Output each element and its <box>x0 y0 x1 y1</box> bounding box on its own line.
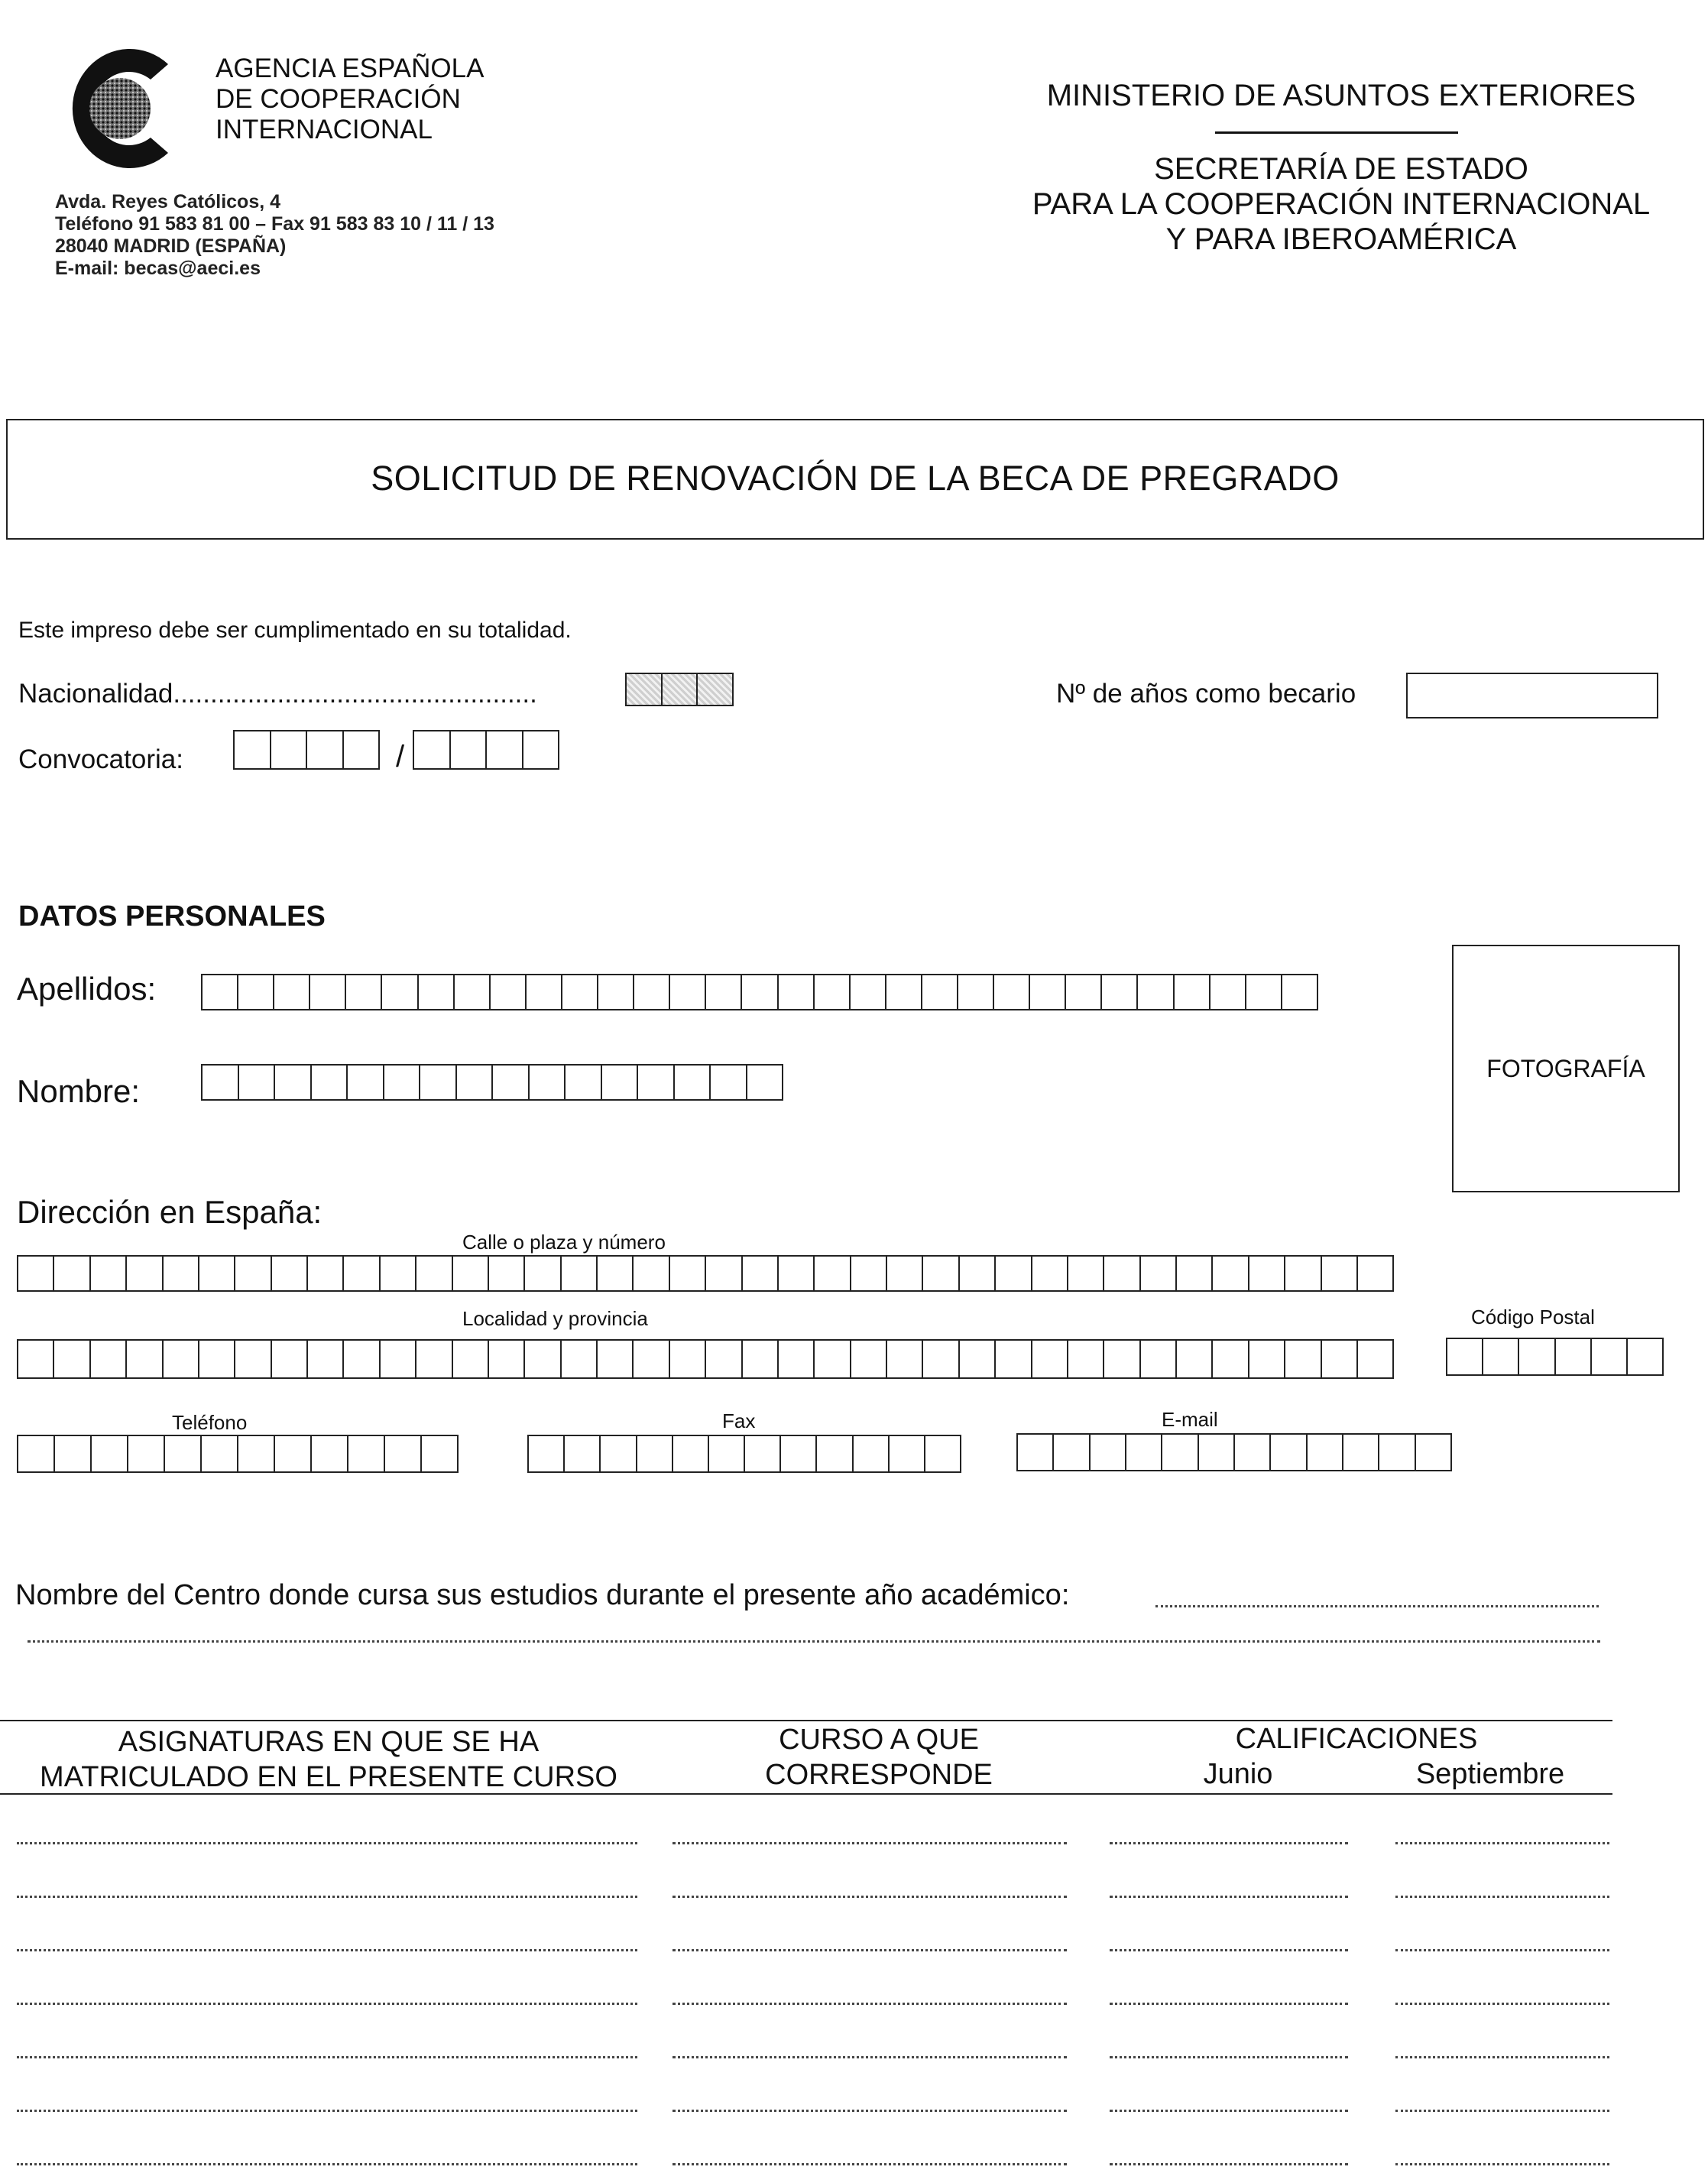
char-cell[interactable] <box>238 975 274 1009</box>
calle-boxes[interactable] <box>17 1255 1394 1292</box>
apellidos-boxes[interactable] <box>201 974 1318 1010</box>
char-cell[interactable] <box>348 1066 384 1099</box>
anos-becario-label: Nº de años como becario <box>1056 679 1356 709</box>
curso-line[interactable] <box>673 2110 1067 2112</box>
centro-label: Nombre del Centro donde cursa sus estudios durante el presente año académico: <box>15 1579 1070 1611</box>
char-cell[interactable] <box>203 975 238 1009</box>
char-cell[interactable] <box>1379 1435 1415 1470</box>
email-label: E-mail <box>1162 1408 1218 1431</box>
char-cell[interactable] <box>203 1066 239 1099</box>
char-cell[interactable] <box>1032 1341 1068 1377</box>
char-cell[interactable] <box>164 1341 199 1377</box>
char-cell[interactable] <box>1054 1435 1090 1470</box>
col-calificaciones-header: CALIFICACIONES <box>1235 1723 1478 1755</box>
convocatoria-label: Convocatoria: <box>18 744 183 774</box>
centro-dotted-line-2[interactable] <box>28 1640 1600 1643</box>
char-cell[interactable] <box>598 1257 634 1290</box>
char-cell[interactable] <box>1358 1341 1392 1377</box>
char-cell[interactable] <box>127 1341 163 1377</box>
char-cell[interactable] <box>272 1341 308 1377</box>
char-cell[interactable] <box>745 1436 781 1471</box>
char-cell[interactable] <box>530 1066 566 1099</box>
char-cell[interactable] <box>199 1341 235 1377</box>
char-cell[interactable] <box>344 1257 380 1290</box>
char-cell[interactable] <box>1104 1257 1140 1290</box>
char-cell[interactable] <box>1308 1435 1343 1470</box>
char-cell[interactable] <box>1213 1257 1249 1290</box>
char-cell[interactable] <box>453 1257 489 1290</box>
junio-line[interactable] <box>1110 1842 1348 1844</box>
char-cell[interactable] <box>673 1436 709 1471</box>
char-cell[interactable] <box>601 1436 637 1471</box>
char-cell[interactable] <box>1141 1341 1177 1377</box>
char-cell[interactable] <box>637 1436 673 1471</box>
junio-line[interactable] <box>1110 2163 1348 2165</box>
char-cell[interactable] <box>817 1436 853 1471</box>
char-cell[interactable] <box>272 1257 308 1290</box>
agency-line: AGENCIA ESPAÑOLA <box>216 54 485 83</box>
char-cell[interactable] <box>1235 1435 1271 1470</box>
char-cell[interactable] <box>1249 1257 1285 1290</box>
char-cell[interactable] <box>92 1436 128 1471</box>
septiembre-line[interactable] <box>1395 2003 1609 2005</box>
septiembre-line[interactable] <box>1395 2056 1609 2058</box>
char-cell[interactable] <box>996 1341 1032 1377</box>
col-asignaturas-line: ASIGNATURAS EN QUE SE HA <box>118 1726 540 1758</box>
char-cell[interactable] <box>742 975 778 1009</box>
char-cell[interactable] <box>420 1066 457 1099</box>
char-cell[interactable] <box>815 1341 851 1377</box>
char-cell[interactable] <box>779 1341 815 1377</box>
agency-name <box>216 54 484 145</box>
char-cell[interactable] <box>1018 1435 1054 1470</box>
anos-becario-input[interactable] <box>1406 673 1658 718</box>
char-cell[interactable] <box>1199 1435 1235 1470</box>
char-cell[interactable] <box>1213 1341 1249 1377</box>
char-cell[interactable] <box>598 975 634 1009</box>
char-cell[interactable] <box>1285 1341 1321 1377</box>
char-cell[interactable] <box>416 1341 452 1377</box>
localidad-boxes[interactable] <box>17 1339 1394 1379</box>
char-cell[interactable] <box>1447 1339 1483 1374</box>
char-cell[interactable] <box>1177 1257 1213 1290</box>
char-cell[interactable] <box>384 1066 421 1099</box>
char-cell[interactable] <box>202 1436 238 1471</box>
char-cell[interactable] <box>634 975 670 1009</box>
septiembre-line[interactable] <box>1395 1949 1609 1951</box>
char-cell[interactable] <box>815 1257 851 1290</box>
char-cell[interactable] <box>1271 1435 1307 1470</box>
agency-line: DE COOPERACIÓN <box>216 84 461 114</box>
char-cell[interactable] <box>960 1341 996 1377</box>
char-cell[interactable] <box>1322 1257 1358 1290</box>
char-cell[interactable] <box>419 975 455 1009</box>
char-cell[interactable] <box>1102 975 1138 1009</box>
char-cell[interactable] <box>91 1341 127 1377</box>
char-cell[interactable] <box>1285 1257 1321 1290</box>
char-cell[interactable] <box>385 1436 422 1471</box>
char-cell[interactable] <box>457 1066 494 1099</box>
curso-line[interactable] <box>673 2003 1067 2005</box>
char-cell[interactable] <box>382 975 418 1009</box>
fax-boxes[interactable] <box>527 1435 961 1473</box>
char-cell[interactable] <box>1068 1257 1104 1290</box>
char-cell[interactable] <box>886 975 922 1009</box>
char-cell[interactable] <box>709 1436 745 1471</box>
char-cell[interactable] <box>54 1341 90 1377</box>
char-cell[interactable] <box>164 1257 199 1290</box>
char-cell[interactable] <box>235 1257 271 1290</box>
char-cell[interactable] <box>455 975 491 1009</box>
char-cell[interactable] <box>312 1066 348 1099</box>
char-cell[interactable] <box>525 1341 561 1377</box>
char-cell[interactable] <box>670 1257 706 1290</box>
char-cell[interactable] <box>1322 1341 1358 1377</box>
char-cell[interactable] <box>489 1341 525 1377</box>
char-cell[interactable] <box>1104 1341 1140 1377</box>
char-cell[interactable] <box>127 1257 163 1290</box>
agency-address <box>55 191 494 280</box>
septiembre-line[interactable] <box>1395 2110 1609 2112</box>
ministry-name: MINISTERIO DE ASUNTOS EXTERIORES <box>1046 79 1636 112</box>
asignatura-line[interactable] <box>17 1842 637 1844</box>
char-cell[interactable] <box>238 1436 275 1471</box>
char-cell[interactable] <box>634 1341 669 1377</box>
direccion-label: Dirección en España: <box>17 1194 322 1230</box>
char-cell[interactable] <box>1358 1257 1392 1290</box>
convocatoria-separator: / <box>396 740 405 774</box>
char-cell[interactable] <box>670 1341 706 1377</box>
char-cell[interactable] <box>851 1341 887 1377</box>
char-cell[interactable] <box>638 1066 675 1099</box>
char-cell[interactable] <box>562 1257 598 1290</box>
char-cell[interactable] <box>923 1257 959 1290</box>
secretaria-line: Y PARA IBEROAMÉRICA <box>1165 222 1517 256</box>
char-cell[interactable] <box>1246 975 1282 1009</box>
asignatura-line[interactable] <box>17 1949 637 1951</box>
char-cell[interactable] <box>310 975 346 1009</box>
nacionalidad-code-boxes[interactable] <box>625 673 734 706</box>
char-cell[interactable] <box>743 1341 779 1377</box>
char-cell[interactable] <box>422 1436 457 1471</box>
col-curso-line: CORRESPONDE <box>765 1759 993 1791</box>
instruction-text: Este impreso debe ser cumplimentado en su totalidad. <box>18 618 572 643</box>
char-cell[interactable] <box>887 1341 923 1377</box>
char-cell[interactable] <box>493 1066 530 1099</box>
codigo-postal-boxes[interactable] <box>1446 1338 1664 1376</box>
char-cell[interactable] <box>1556 1339 1592 1374</box>
secretaria-name <box>978 151 1704 257</box>
char-cell[interactable] <box>308 1257 344 1290</box>
char-cell[interactable] <box>348 1436 385 1471</box>
char-cell[interactable] <box>381 1341 416 1377</box>
nombre-boxes[interactable] <box>201 1064 783 1101</box>
char-cell[interactable] <box>344 1341 380 1377</box>
address-line: 28040 MADRID (ESPAÑA) <box>55 235 287 257</box>
form-title: SOLICITUD DE RENOVACIÓN DE LA BECA DE PREGRADO <box>371 459 1340 498</box>
curso-line[interactable] <box>673 1896 1067 1898</box>
char-cell[interactable] <box>711 1066 747 1099</box>
char-cell[interactable] <box>1068 1341 1104 1377</box>
char-cell[interactable] <box>996 1257 1032 1290</box>
septiembre-line[interactable] <box>1395 2163 1609 2165</box>
char-cell[interactable] <box>527 975 562 1009</box>
asignatura-line[interactable] <box>17 1896 637 1898</box>
char-cell[interactable] <box>675 1066 711 1099</box>
col-curso-header <box>688 1722 1070 1792</box>
char-cell[interactable] <box>1138 975 1174 1009</box>
char-cell[interactable] <box>55 1436 92 1471</box>
char-cell[interactable] <box>706 1341 742 1377</box>
char-cell[interactable] <box>275 1436 312 1471</box>
char-cell[interactable] <box>529 1436 565 1471</box>
char-cell[interactable] <box>890 1436 925 1471</box>
char-cell[interactable] <box>1126 1435 1162 1470</box>
junio-line[interactable] <box>1110 1896 1348 1898</box>
char-cell[interactable] <box>779 975 815 1009</box>
char-cell[interactable] <box>1177 1341 1213 1377</box>
localidad-label: Localidad y provincia <box>462 1307 648 1330</box>
char-cell[interactable] <box>598 1341 634 1377</box>
char-cell[interactable] <box>239 1066 276 1099</box>
char-cell[interactable] <box>670 975 706 1009</box>
secretaria-line: SECRETARÍA DE ESTADO <box>1154 152 1528 186</box>
char-cell[interactable] <box>235 1341 271 1377</box>
convocatoria-year-to[interactable] <box>413 730 559 770</box>
col-curso-line: CURSO A QUE <box>779 1724 979 1756</box>
nombre-label: Nombre: <box>17 1073 141 1109</box>
char-cell[interactable] <box>706 1257 742 1290</box>
char-cell[interactable] <box>491 975 527 1009</box>
char-cell[interactable] <box>346 975 382 1009</box>
char-cell[interactable] <box>887 1257 923 1290</box>
char-cell[interactable] <box>602 1066 639 1099</box>
char-cell[interactable] <box>743 1257 779 1290</box>
char-cell[interactable] <box>489 1257 525 1290</box>
col-septiembre-header: Septiembre <box>1415 1758 1565 1790</box>
address-line: Avda. Reyes Católicos, 4 <box>55 191 281 212</box>
char-cell[interactable] <box>453 1341 489 1377</box>
char-cell[interactable] <box>275 1066 312 1099</box>
char-cell[interactable] <box>274 975 310 1009</box>
char-cell[interactable] <box>851 1257 887 1290</box>
aeci-logo <box>65 47 180 170</box>
char-cell[interactable] <box>1592 1339 1628 1374</box>
char-cell[interactable] <box>815 975 851 1009</box>
telefono-label: Teléfono <box>172 1411 248 1434</box>
septiembre-line[interactable] <box>1395 1842 1609 1844</box>
address-line: Teléfono 91 583 81 00 – Fax 91 583 83 10 / 11 / 13 <box>55 213 494 235</box>
secretaria-line: PARA LA COOPERACIÓN INTERNACIONAL <box>1032 187 1651 221</box>
curso-line[interactable] <box>673 2056 1067 2058</box>
char-cell[interactable] <box>199 1257 235 1290</box>
char-cell[interactable] <box>1032 1257 1068 1290</box>
char-cell[interactable] <box>381 1257 416 1290</box>
char-cell[interactable] <box>706 975 742 1009</box>
char-cell[interactable] <box>312 1436 348 1471</box>
char-cell[interactable] <box>91 1257 127 1290</box>
char-cell[interactable] <box>925 1436 960 1471</box>
datos-personales-heading: DATOS PERSONALES <box>18 900 326 933</box>
char-cell[interactable] <box>565 1436 601 1471</box>
char-cell[interactable] <box>1162 1435 1198 1470</box>
char-cell[interactable] <box>851 975 886 1009</box>
curso-line[interactable] <box>673 1842 1067 1844</box>
char-cell[interactable] <box>525 1257 561 1290</box>
nacionalidad-label: Nacionalidad................................................. <box>18 679 537 709</box>
calle-label: Calle o plaza y número <box>462 1231 666 1254</box>
asignatura-line[interactable] <box>17 2056 637 2058</box>
centro-dotted-line[interactable] <box>1155 1605 1599 1607</box>
char-cell[interactable] <box>1091 1435 1126 1470</box>
char-cell[interactable] <box>18 1341 54 1377</box>
char-cell[interactable] <box>923 1341 959 1377</box>
curso-line[interactable] <box>673 2163 1067 2165</box>
char-cell[interactable] <box>634 1257 669 1290</box>
char-cell[interactable] <box>165 1436 202 1471</box>
telefono-boxes[interactable] <box>17 1435 459 1473</box>
asignatura-line[interactable] <box>17 2163 637 2165</box>
char-cell[interactable] <box>1519 1339 1555 1374</box>
char-cell[interactable] <box>1628 1339 1662 1374</box>
address-line: E-mail: becas@aeci.es <box>55 258 261 279</box>
char-cell[interactable] <box>54 1257 90 1290</box>
char-cell[interactable] <box>1141 1257 1177 1290</box>
char-cell[interactable] <box>1211 975 1246 1009</box>
char-cell[interactable] <box>416 1257 452 1290</box>
char-cell[interactable] <box>566 1066 602 1099</box>
char-cell[interactable] <box>922 975 958 1009</box>
char-cell[interactable] <box>562 1341 598 1377</box>
char-cell[interactable] <box>18 1257 54 1290</box>
fax-label: Fax <box>722 1409 756 1432</box>
char-cell[interactable] <box>854 1436 890 1471</box>
char-cell[interactable] <box>1066 975 1102 1009</box>
septiembre-line[interactable] <box>1395 1896 1609 1898</box>
junio-line[interactable] <box>1110 2003 1348 2005</box>
char-cell[interactable] <box>128 1436 165 1471</box>
curso-line[interactable] <box>673 1949 1067 1951</box>
email-boxes[interactable] <box>1016 1433 1452 1471</box>
char-cell[interactable] <box>1175 975 1211 1009</box>
col-asignaturas-line: MATRICULADO EN EL PRESENTE CURSO <box>40 1761 617 1793</box>
char-cell[interactable] <box>1343 1435 1379 1470</box>
codigo-postal-label: Código Postal <box>1471 1306 1595 1328</box>
char-cell[interactable] <box>1282 975 1317 1009</box>
char-cell[interactable] <box>1249 1341 1285 1377</box>
char-cell[interactable] <box>960 1257 996 1290</box>
col-asignaturas-header <box>0 1724 657 1795</box>
char-cell[interactable] <box>1030 975 1066 1009</box>
char-cell[interactable] <box>308 1341 344 1377</box>
junio-line[interactable] <box>1110 1949 1348 1951</box>
convocatoria-year-from[interactable] <box>233 730 380 770</box>
char-cell[interactable] <box>747 1066 783 1099</box>
char-cell[interactable] <box>18 1436 55 1471</box>
char-cell[interactable] <box>958 975 994 1009</box>
col-junio-header: Junio <box>1203 1758 1273 1790</box>
char-cell[interactable] <box>1483 1339 1519 1374</box>
char-cell[interactable] <box>562 975 598 1009</box>
photo-label: FOTOGRAFÍA <box>1486 1055 1645 1082</box>
asignatura-line[interactable] <box>17 2003 637 2005</box>
agency-line: INTERNACIONAL <box>216 115 433 144</box>
asignatura-line[interactable] <box>17 2110 637 2112</box>
char-cell[interactable] <box>781 1436 817 1471</box>
char-cell[interactable] <box>994 975 1030 1009</box>
header-divider <box>1215 131 1458 134</box>
apellidos-label: Apellidos: <box>17 971 157 1007</box>
table-header-rule <box>0 1793 1612 1795</box>
junio-line[interactable] <box>1110 2110 1348 2112</box>
char-cell[interactable] <box>1416 1435 1450 1470</box>
char-cell[interactable] <box>779 1257 815 1290</box>
junio-line[interactable] <box>1110 2056 1348 2058</box>
